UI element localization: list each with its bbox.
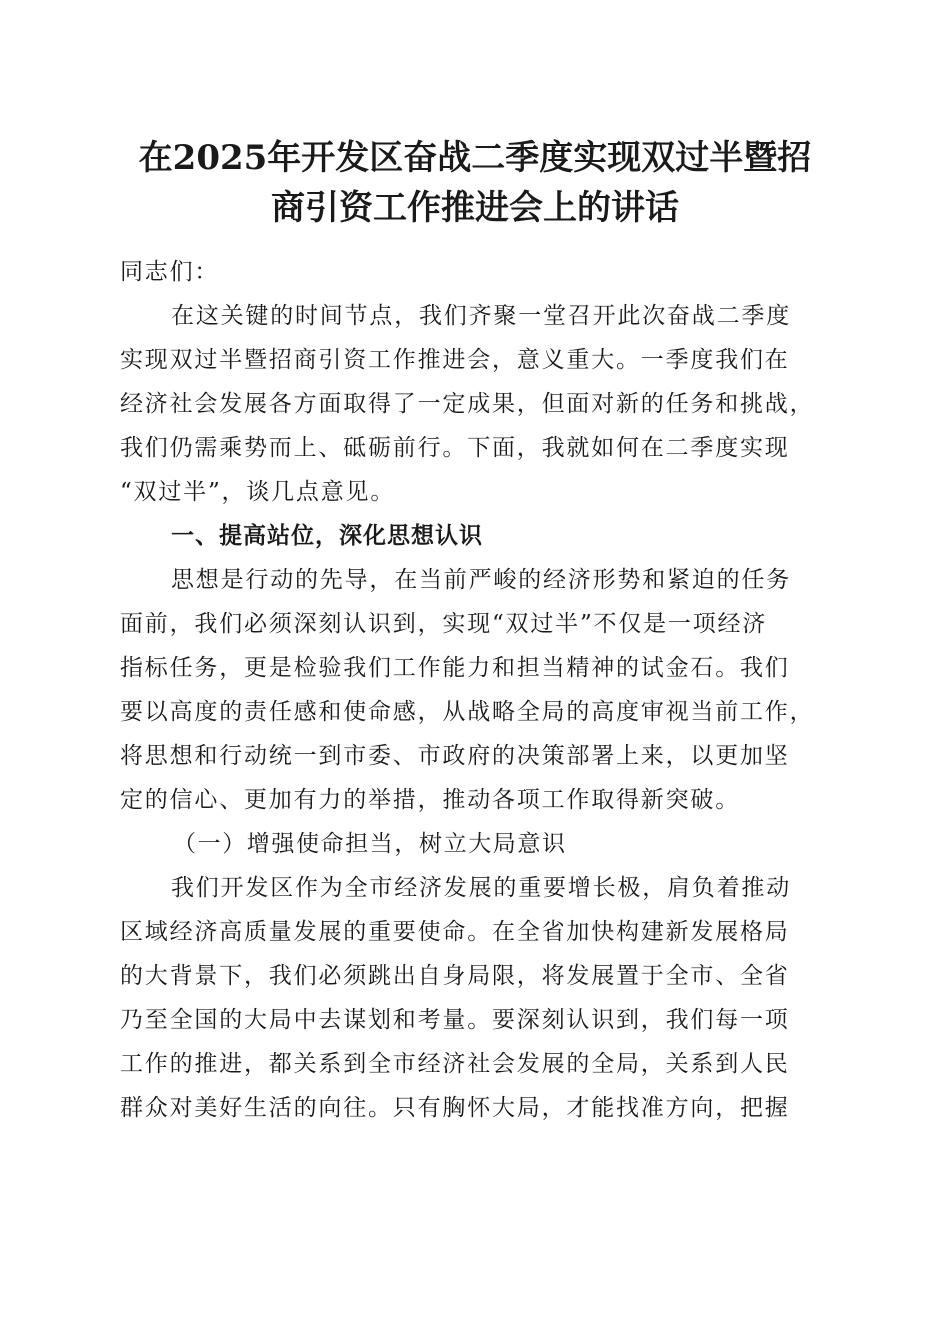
paragraph-line: 群众对美好生活的向往。只有胸怀大局，才能找准方向，把握 — [120, 1095, 790, 1121]
paragraph-line: 将思想和行动统一到市委、市政府的决策部署上来，以更加坚 — [120, 743, 790, 769]
intro-paragraph — [120, 294, 832, 514]
paragraph-line: “双过半”，谈几点意见。 — [120, 479, 396, 505]
paragraph-line: 指标任务，更是检验我们工作能力和担当精神的试金石。我们 — [120, 655, 790, 681]
paragraph-line: 实现双过半暨招商引资工作推进会，意义重大。一季度我们在 — [120, 347, 790, 373]
paragraph-line: 定的信心、更加有力的举措，推动各项工作取得新突破。 — [120, 787, 740, 813]
section-heading: 一、提高站位，深化思想认识 — [171, 523, 483, 549]
salutation: 同志们： — [120, 259, 220, 285]
subsection-paragraph — [120, 866, 832, 1130]
paragraph-line: 要以高度的责任感和使命感，从战略全局的高度审视当前工作， — [120, 699, 815, 725]
document-title — [100, 133, 850, 233]
document-body — [120, 250, 832, 1130]
paragraph-line: 经济社会发展各方面取得了一定成果，但面对新的任务和挑战， — [120, 391, 815, 417]
paragraph-line: 的大背景下，我们必须跳出自身局限，将发展置于全市、全省 — [120, 963, 790, 989]
paragraph-line: 面前，我们必须深刻认识到，实现“双过半”不仅是一项经济 — [120, 611, 768, 637]
section-paragraph — [120, 558, 832, 822]
paragraph-line: 思想是行动的先导，在当前严峻的经济形势和紧迫的任务 — [171, 567, 791, 593]
paragraph-line: 我们仍需乘势而上、砥砺前行。下面，我就如何在二季度实现 — [120, 435, 790, 461]
paragraph-line: 区域经济高质量发展的重要使命。在全省加快构建新发展格局 — [120, 919, 790, 945]
subsection-heading: （一）增强使命担当，树立大局意识 — [173, 831, 567, 857]
paragraph-line: 工作的推进，都关系到全市经济社会发展的全局，关系到人民 — [120, 1051, 790, 1077]
title-line: 商引资工作推进会上的讲话 — [271, 188, 679, 228]
paragraph-line: 我们开发区作为全市经济发展的重要增长极，肩负着推动 — [171, 875, 791, 901]
paragraph-line: 在这关键的时间节点，我们齐聚一堂召开此次奋战二季度 — [171, 303, 791, 329]
title-line: 在2025年开发区奋战二季度实现双过半暨招 — [138, 138, 812, 178]
paragraph-line: 乃至全国的大局中去谋划和考量。要深刻认识到，我们每一项 — [120, 1007, 790, 1033]
